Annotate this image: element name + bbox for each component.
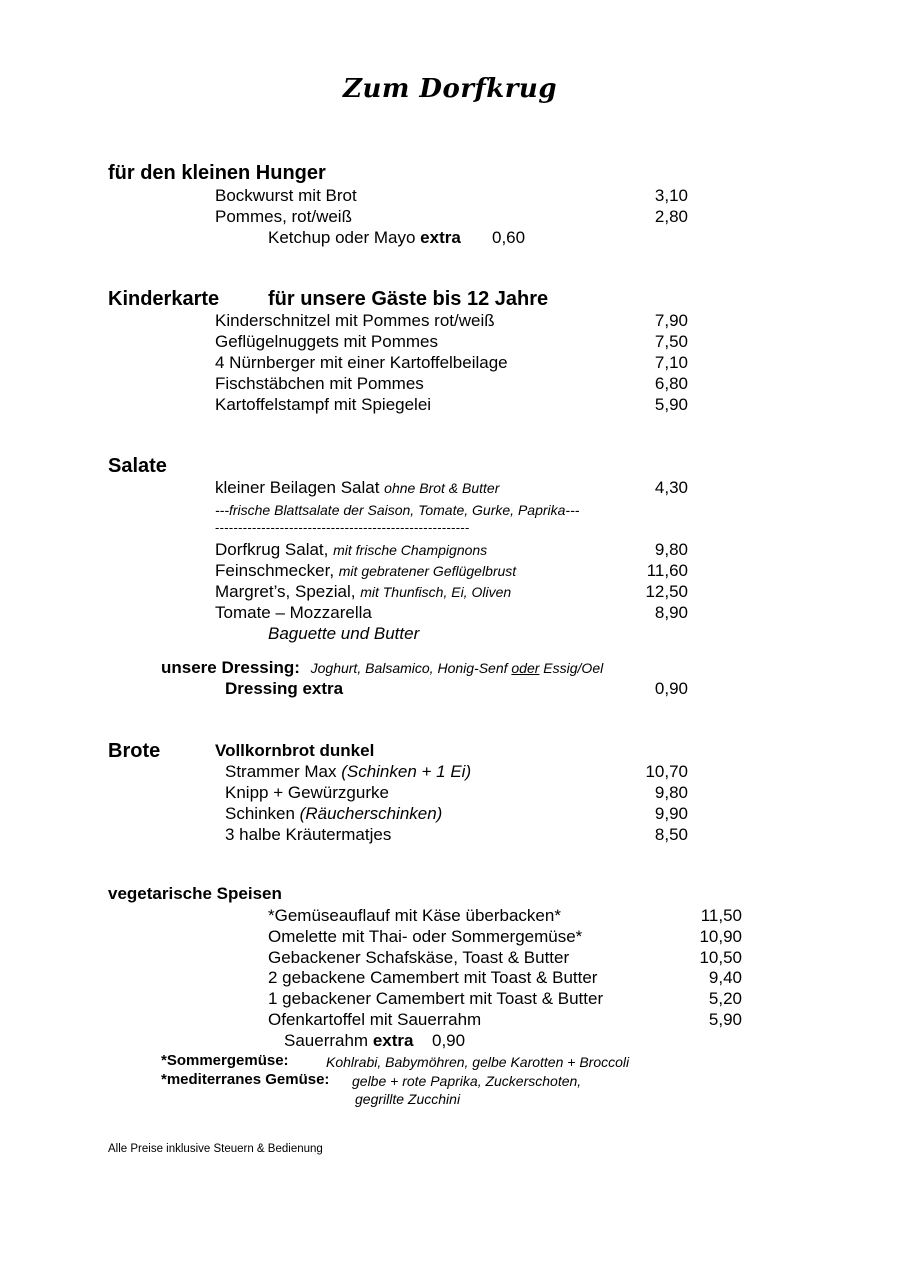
menu-item-price: 11,50 <box>700 906 742 925</box>
menu-item-price: 7,90 <box>654 311 688 330</box>
menu-item-price: 0,90 <box>654 679 688 698</box>
sommergemuese-text: Kohlrabi, Babymöhren, gelbe Karotten + Broccoli <box>326 1054 630 1070</box>
menu-item-price: 7,50 <box>654 332 688 351</box>
menu-item-name: Kartoffelstampf mit Spiegelei <box>215 395 432 414</box>
menu-item-name: Strammer Max <box>225 762 342 781</box>
menu-item-note: (Schinken + 1 Ei) <box>341 762 472 781</box>
menu-item-price: 5,20 <box>708 989 742 1008</box>
section-heading-kleiner-hunger: für den kleinen Hunger <box>108 162 326 184</box>
menu-item <box>215 540 487 560</box>
menu-item-name: kleiner Beilagen Salat <box>215 478 385 497</box>
menu-item-name: Ofenkartoffel mit Sauerrahm <box>268 1010 482 1029</box>
menu-item-price: 3,10 <box>654 186 688 205</box>
baguette-note: Baguette und Butter <box>268 624 420 643</box>
menu-item-name: 4 Nürnberger mit einer Kartoffelbeilage <box>215 353 508 372</box>
menu-item <box>215 603 372 623</box>
menu-item-name: Fischstäbchen mit Pommes <box>215 374 424 393</box>
menu-item-price: 4,30 <box>654 478 688 497</box>
dressing-extra: Dressing extra <box>225 679 344 698</box>
menu-item <box>215 561 516 581</box>
mediterranes-label: *mediterranes Gemüse: <box>161 1071 330 1088</box>
menu-item-price: 10,90 <box>699 927 742 946</box>
menu-item-name: 2 gebackene Camembert mit Toast & Butter <box>268 968 598 987</box>
section-heading-kinderkarte: Kinderkarte <box>108 288 220 310</box>
menu-item-price: 12,50 <box>645 582 688 601</box>
menu-item-price: 10,50 <box>699 948 742 967</box>
section-heading-salate: Salate <box>108 455 167 477</box>
section-heading-vegetarisch: vegetarische Speisen <box>108 884 282 903</box>
menu-item-price: 9,80 <box>654 783 688 802</box>
menu-item-name: 1 gebackener Camembert mit Toast & Butter <box>268 989 604 1008</box>
section-heading-brote: Brote <box>108 740 161 762</box>
extra-text: Ketchup oder Mayo <box>268 228 421 247</box>
menu-item-name: Schinken <box>225 804 300 823</box>
menu-item <box>225 762 471 782</box>
menu-item-price: 9,40 <box>708 968 742 987</box>
dressing-options-text: Joghurt, Balsamico, Honig-Senf <box>310 660 512 676</box>
dressing-options <box>311 660 604 676</box>
menu-item <box>225 804 442 824</box>
dressing-options-text: Essig/Oel <box>539 660 604 676</box>
dressing-or: oder <box>511 660 540 676</box>
mediterranes-text: gegrillte Zucchini <box>355 1091 461 1107</box>
menu-item-price: 2,80 <box>654 207 688 226</box>
menu-item-name: Dorfkrug Salat, <box>215 540 334 559</box>
divider: ------------------------------------------------------- <box>215 520 470 535</box>
menu-item <box>225 825 391 845</box>
extra-line <box>284 1031 413 1051</box>
menu-item-name: Kinderschnitzel mit Pommes rot/weiß <box>215 311 495 330</box>
restaurant-title: Zum Dorfkrug <box>342 74 557 104</box>
menu-item <box>215 582 511 602</box>
menu-item-name: 3 halbe Kräutermatjes <box>225 825 392 844</box>
menu-item-price: 8,90 <box>654 603 688 622</box>
menu-item-name: Feinschmecker, <box>215 561 339 580</box>
menu-item-name: Pommes, rot/weiß <box>215 207 352 226</box>
menu-item-beilagen-salat <box>215 478 499 498</box>
dressing-label: unsere Dressing: <box>161 658 300 677</box>
extra-label: extra <box>372 1031 414 1050</box>
menu-item-name: Gebackener Schafskäse, Toast & Butter <box>268 948 570 967</box>
menu-item-price: 6,80 <box>654 374 688 393</box>
extra-line <box>268 228 461 248</box>
menu-item-note: (Räucherschinken) <box>299 804 443 823</box>
menu-item-price: 7,10 <box>654 353 688 372</box>
extra-price: 0,90 <box>432 1031 466 1050</box>
menu-item-name: Knipp + Gewürzgurke <box>225 783 389 802</box>
menu-item-name: Tomate – Mozzarella <box>215 603 372 622</box>
menu-item-note: mit Thunfisch, Ei, Oliven <box>360 584 512 600</box>
menu-item-note: ohne Brot & Butter <box>384 480 500 496</box>
menu-item-price: 8,50 <box>654 825 688 844</box>
extra-text: Sauerrahm <box>284 1031 373 1050</box>
menu-item-price: 5,90 <box>654 395 688 414</box>
menu-item-note: mit frische Champignons <box>333 542 488 558</box>
section-subheading-brote: Vollkornbrot dunkel <box>215 741 375 760</box>
mediterranes-text: gelbe + rote Paprika, Zuckerschoten, <box>352 1073 582 1089</box>
menu-item-price: 5,90 <box>708 1010 742 1029</box>
menu-item <box>225 783 389 803</box>
menu-item-name: Omelette mit Thai- oder Sommergemüse* <box>268 927 583 946</box>
menu-item-price: 11,60 <box>646 561 688 580</box>
menu-item-name: Geflügelnuggets mit Pommes <box>215 332 438 351</box>
extra-price: 0,60 <box>492 228 526 247</box>
footer-note: Alle Preise inklusive Steuern & Bedienung <box>108 1143 323 1155</box>
menu-item-note: mit gebratener Geflügelbrust <box>338 563 517 579</box>
salad-info: ---frische Blattsalate der Saison, Tomate, Gurke, Paprika--- <box>215 502 580 518</box>
menu-item-name: Margret’s, Spezial, <box>215 582 361 601</box>
extra-label: extra <box>420 228 461 247</box>
menu-item-name: *Gemüseauflauf mit Käse überbacken* <box>268 906 561 925</box>
sommergemuese-label: *Sommergemüse: <box>161 1052 289 1069</box>
dressing-line <box>161 658 603 678</box>
menu-item-price: 9,80 <box>654 540 688 559</box>
menu-item-name: Bockwurst mit Brot <box>215 186 357 205</box>
menu-item-price: 9,90 <box>654 804 688 823</box>
menu-item-price: 10,70 <box>645 762 688 781</box>
section-subheading-kinderkarte: für unsere Gäste bis 12 Jahre <box>268 288 549 310</box>
